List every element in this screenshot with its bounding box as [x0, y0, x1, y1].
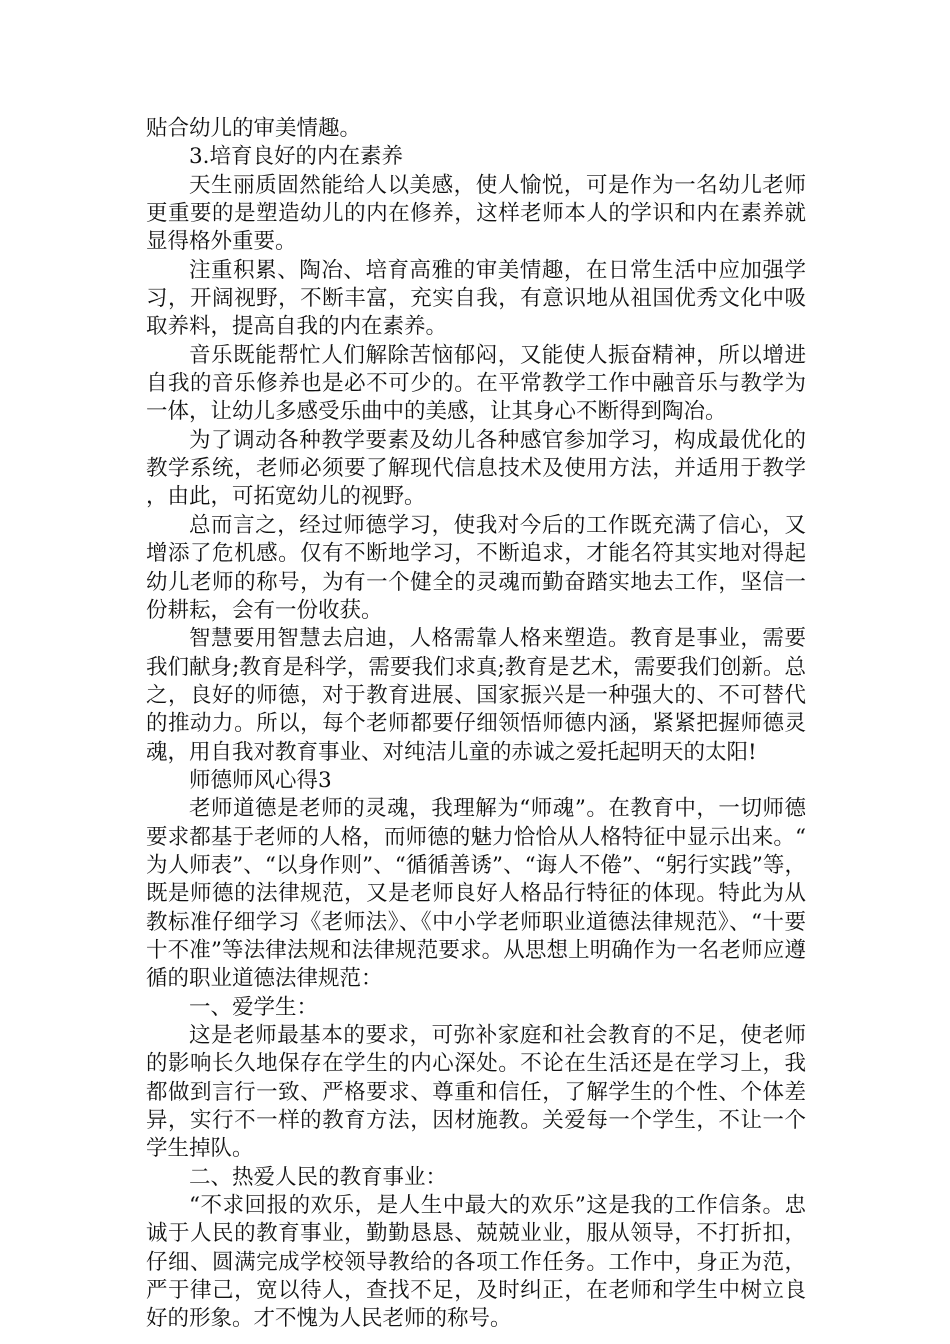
subheading-love-students: 一、爱学生： [189, 994, 319, 1020]
paragraph-teacher-ethics: 老师道德是老师的灵魂，我理解为“师魂”。在教育中，一切师德要求都基于老师的人格，而师德的魅力恰恰从人格特征中显示出来。“为人师表”、“以身作则”、“循循善诱”、“诲人不倦”、“躬行实践”等，既是师德的法律规范，又是老师良好人格品行特征的体现。特此为从教标准仔细学习《老师法》、《中小学老师职业道德法律规范》、“十要十不准”等法律法规和法律规范要求。从思想上明确作为一名老师应遵循的职业道德法律规范： [146, 796, 806, 992]
paragraph-aesthetic-taste: 注重积累、陶冶、培育高雅的审美情趣，在日常生活中应加强学习，开阔视野，不断丰富，充实自我，有意识地从祖国优秀文化中吸取养料，提高自我的内在素养。 [146, 257, 806, 340]
paragraph-wisdom: 智慧要用智慧去启迪，人格需靠人格来塑造。教育是事业，需要我们献身;教育是科学，需要我们求真;教育是艺术，需要我们创新。总之，良好的师德，对于教育进展、国家振兴是一种强大的、不可替代的推动力。所以，每个老师都要仔细领悟师德内涵，紧紧把握师德灵魂，用自我对教育事业、对纯洁儿童的赤诚之爱托起明天的太阳! [146, 626, 806, 765]
paragraph-conclusion: 总而言之，经过师德学习，使我对今后的工作既充满了信心，又增添了危机感。仅有不断地学习，不断追求，才能名符其实地对得起幼儿老师的称号，为有一个健全的灵魂而勤奋踏实地去工作，坚信一份耕耘，会有一份收获。 [146, 512, 806, 623]
paragraph-love-students: 这是老师最基本的要求，可弥补家庭和社会教育的不足，使老师的影响长久地保存在学生的内心深处。不论在生活还是在学习上，我都做到言行一致、严格要求、尊重和信任，了解学生的个性、个体差异，实行不一样的教育方法，因材施教。关爱每一个学生，不让一个学生掉队。 [146, 1023, 806, 1162]
paragraph-inner-cultivation: 天生丽质固然能给人以美感，使人愉悦，可是作为一名幼儿老师更重要的是塑造幼儿的内在修养，这样老师本人的学识和内在素养就显得格外重要。 [146, 172, 806, 255]
paragraph-music-cultivation: 音乐既能帮忙人们解除苦恼郁闷，又能使人振奋精神，所以增进自我的音乐修养也是必不可少的。在平常教学工作中融音乐与教学为一体，让幼儿多感受乐曲中的美感，让其身心不断得到陶冶。 [146, 342, 806, 425]
section-heading-inner-quality: 3.培育良好的内在素养 [189, 144, 404, 170]
paragraph-continuation: 贴合幼儿的审美情趣。 [146, 116, 362, 141]
paragraph-love-education: “不求回报的欢乐，是人生中最大的欢乐”这是我的工作信条。忠诚于人民的教育事业，勤勤恳恳、兢兢业业，服从领导，不打折扣，仔细、圆满完成学校领导教给的各项工作任务。工作中，身正为范，严于律己，宽以待人，查找不足，及时纠正，在老师和学生中树立良好的形象。才不愧为人民老师的称号。 [146, 1193, 806, 1332]
section-title-reflection-3: 师德师风心得3 [189, 767, 332, 793]
paragraph-information-technology: 为了调动各种教学要素及幼儿各种感官参加学习，构成最优化的教学系统，老师必须要了解现代信息技术及使用方法，并适用于教学，由此，可拓宽幼儿的视野。 [146, 427, 806, 510]
document-page [146, 115, 806, 1334]
subheading-love-education: 二、热爱人民的教育事业： [189, 1164, 448, 1190]
